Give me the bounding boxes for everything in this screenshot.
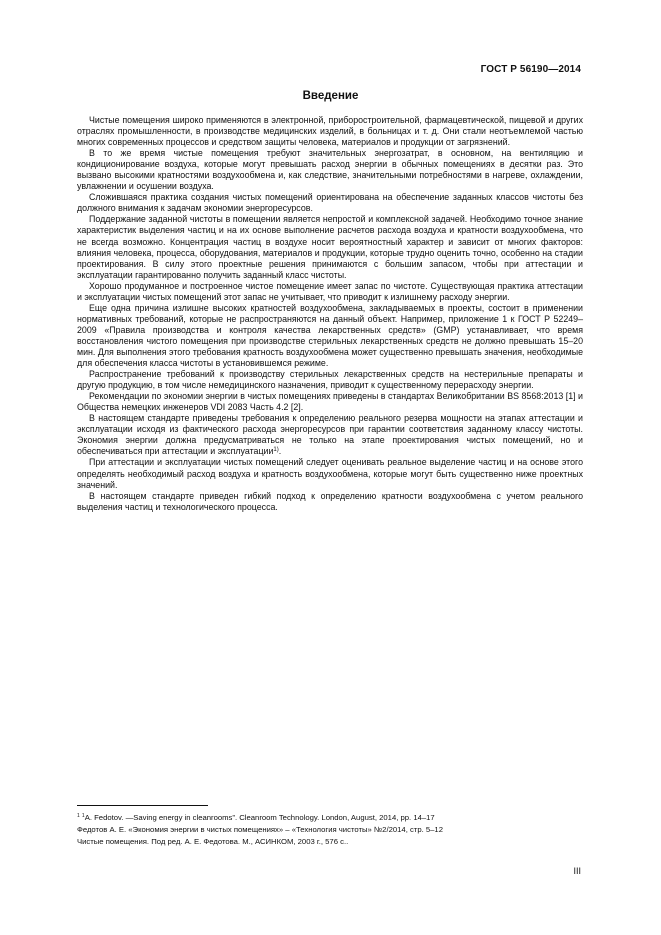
introduction-body [77, 115, 583, 513]
paragraph: Сложившаяся практика создания чистых помещений ориентирована на обеспечение заданных классов чистоты без должного внимания к задачам экономии энергоресурсов. [77, 192, 583, 214]
footnote-marker: 1 [77, 813, 80, 819]
footnote-line: Федотов А. Е. «Экономия энергии в чистых помещениях» – «Технология чистоты» №2/2014, стр. 5–12 [77, 825, 443, 835]
paragraph: В то же время чистые помещения требуют значительных энергозатрат, в основном, на вентиляцию и кондиционирование воздуха, которые могут превышать расход энергии в обычных помещениях в десятки раз. Это вызвано высокими кратностями воздухообмена и, как следствие, значительными потребностями в нагреве, охлаждении, увлажнении и осушении воздуха. [77, 148, 583, 192]
paragraph: Рекомендации по экономии энергии в чистых помещениях приведены в стандартах Великобритании BS 8568:2013 [1] и Общества немецких инженеров VDI 2083 Часть 4.2 [2]. [77, 391, 583, 413]
paragraph: Еще одна причина излишне высоких кратностей воздухообмена, закладываемых в проекты, состоит в применении нормативных требований, которые не распространяются на данный объект. Например, приложение 1 к ГОСТ Р 52249–2009 «Правила производства и контроля качества лекарственных средств» (GMP) устанавливает, что время восстановления чистого помещения при производстве стерильных лекарственных средств не должно превышать 15–20 мин. Для выполнения этого требования кратность воздухообмена может существенно превышать значения, необходимые для обеспечения класса чистоты в установившемся режиме. [77, 302, 583, 369]
paragraph: Поддержание заданной чистоты в помещении является непростой и комплексной задачей. Необходимо точное знание характеристик выделения частиц и на их основе выполнение расчетов расхода воздуха и кратности воздухообмена, что не всегда возможно. Концентрация частиц в воздухе носит вероятностный характер и зависит от многих факторов: влияния человека, процесса, оборудования, материалов и продукции, которые трудно оценить точно, особенно на стадии проектирования. В силу этого проектные решения принимаются с большим запасом, чтобы при аттестации и эксплуатации гарантированно получить заданный класс чистоты. [77, 214, 583, 280]
footnote-line: Чистые помещения. Под ред. А. Е. Федотова. М., АСИНКОМ, 2003 г., 576 с.. [77, 837, 349, 847]
footnote-line [77, 812, 583, 824]
paragraph-text: В настоящем стандарте приведены требования к определению реального резерва мощности на этапах аттестации и эксплуатации исходя из фактического расхода энергоресурсов при гарантии соответствия заданному классу чистоты. Экономия энергии должна предусматриваться не только на этапе проектирования чистых помещений, но и обеспечиваться при аттестации и эксплуатации [77, 413, 583, 457]
footnote-text: A. Fedotov. —Saving energy in cleanrooms”. Cleanroom Technology. London, August, 2014, pp. 14–17 [84, 813, 435, 822]
paragraph: При аттестации и эксплуатации чистых помещений следует оценивать реальное выделение частиц и на основе этого определять необходимый расход воздуха и кратность воздухообмена, которые могут быть существенно ниже проектных значений. [77, 457, 583, 490]
page-number: III [573, 866, 581, 876]
paragraph: Хорошо продуманное и построенное чистое помещение имеет запас по чистоте. Существующая практика аттестации и эксплуатации чистых помещений этот запас не учитывает, что приводит к излишнему расходу энергии. [77, 280, 583, 302]
footnote-separator [77, 805, 208, 806]
paragraph: Распространение требований к производству стерильных лекарственных средств на нестерильные препараты и другую продукцию, в том числе немедицинского назначения, приводит к существенному перерасходу энергии. [77, 369, 583, 391]
footnotes [77, 812, 583, 848]
paragraph-with-footnote: В настоящем стандарте приведены требования к определению реального резерва мощности на этапах аттестации и эксплуатации исходя из фактического расхода энергоресурсов при гарантии соответствия заданному классу чистоты. Экономия энергии должна предусматриваться не только на этапе проектирования чистых помещений, но и обеспечиваться при аттестации и эксплуатации$^{1)}$. [77, 413, 583, 457]
footnote-reference[interactable]: 1) [273, 447, 279, 454]
paragraph: В настоящем стандарте приведен гибкий подход к определению кратности воздухообмена с учетом реального выделения частиц и технологического процесса. [77, 490, 583, 512]
document-standard-number: ГОСТ Р 56190—2014 [480, 64, 581, 75]
footnote-marker: 1 [81, 813, 85, 819]
section-title: Введение [302, 90, 359, 102]
paragraph: Чистые помещения широко применяются в электронной, приборостроительной, фармацевтической, пищевой и других отраслях промышленности, в производстве медицинских изделий, в больницах и т. д. Они стали неотъемлемой частью многих современных процессов и средством защиты человека, материалов и продукции от загрязнений. [77, 115, 583, 148]
